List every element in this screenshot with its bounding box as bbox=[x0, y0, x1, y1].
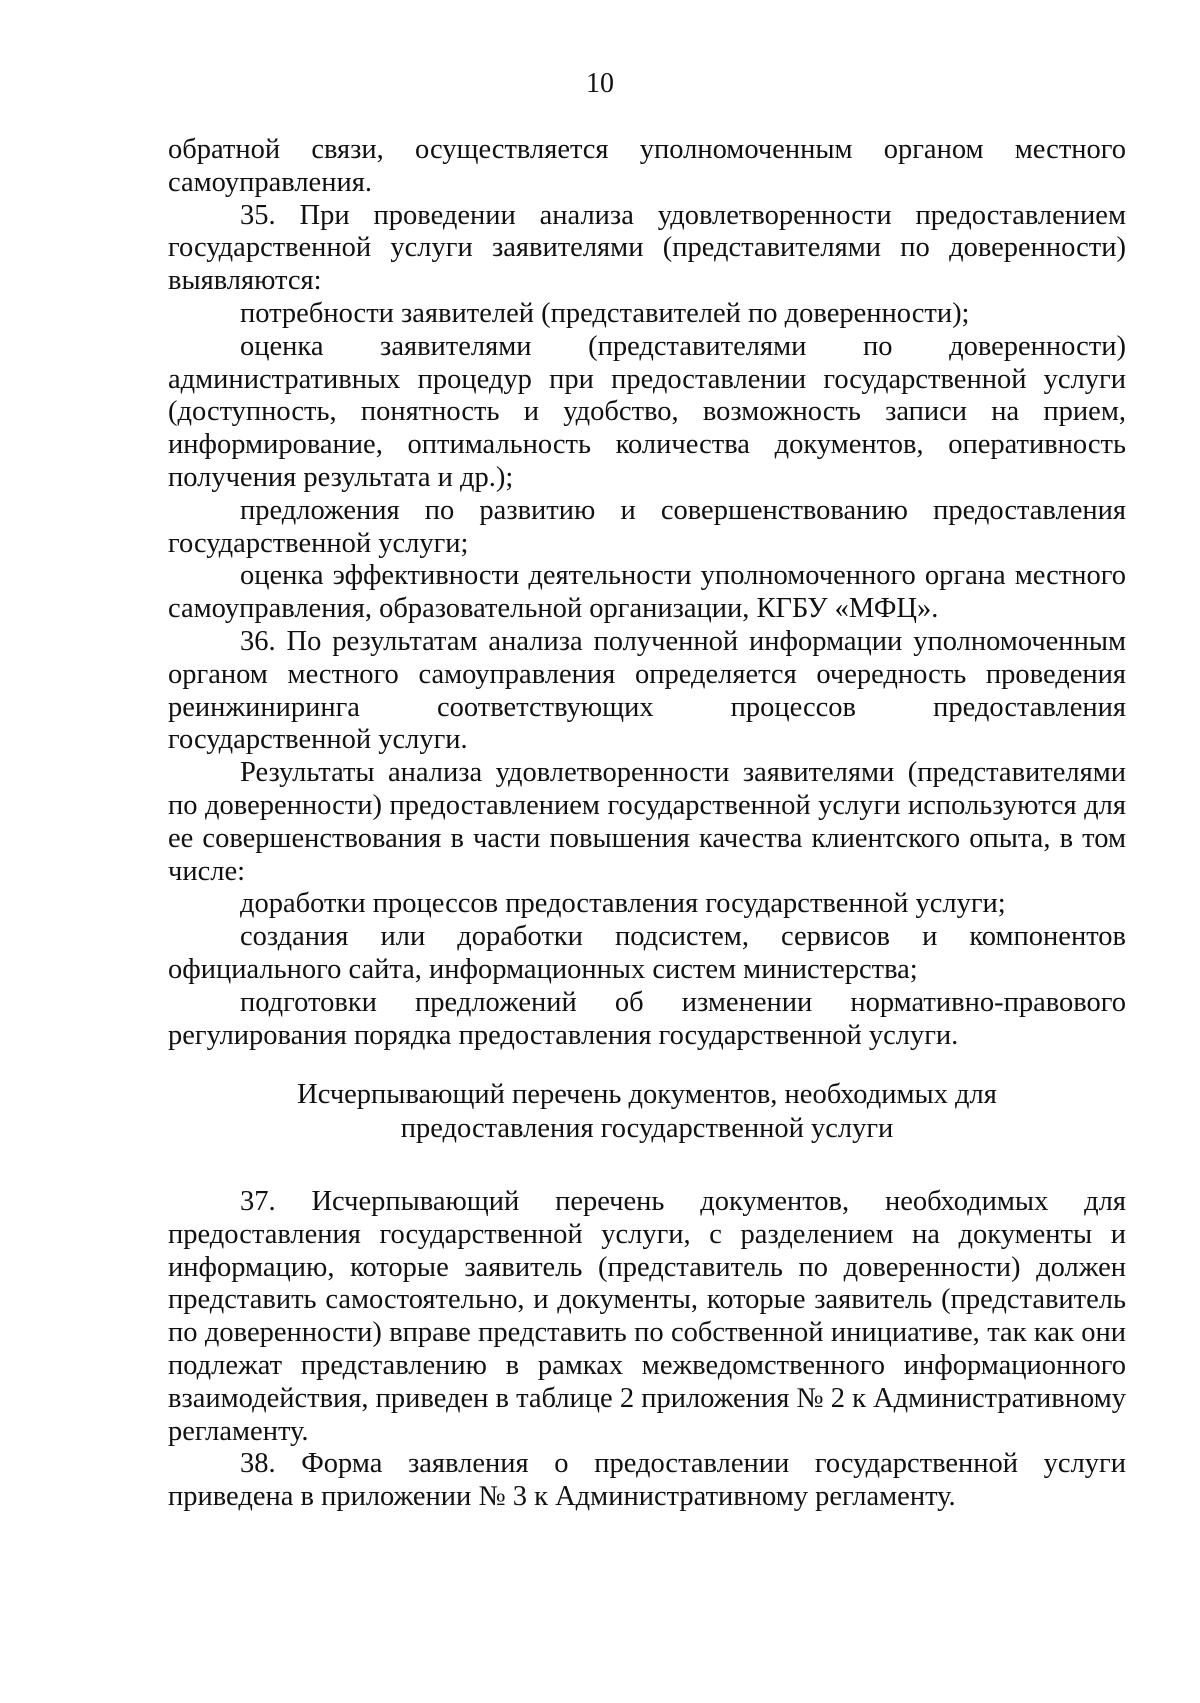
list-item-proposals: предложения по развитию и совершенствованию предоставления государственной услуги; bbox=[168, 494, 1126, 559]
list-item-assessment: оценка заявителями (представителями по доверенности) административных процедур при предоставлении государственной услуги (доступность, понятность и удобство, возможность записи на прием, информирование, оптимальность количества документов, оперативность получения результата и др.); bbox=[168, 330, 1126, 493]
paragraph-continuation: обратной связи, осуществляется уполномоченным органом местного самоуправления. bbox=[168, 134, 1126, 198]
list-item-efficiency: оценка эффективности деятельности уполномоченного органа местного самоуправления, образовательной организации, КГБУ «МФЦ». bbox=[168, 560, 1126, 625]
paragraph-38: 38. Форма заявления о предоставлении государственной услуги приведена в приложении № 3 к Административному регламенту. bbox=[168, 1448, 1126, 1513]
body-text-upper bbox=[168, 134, 1126, 1052]
page-number: 10 bbox=[586, 68, 614, 99]
section-heading-line-1: Исчерпывающий перечень документов, необходимых для bbox=[297, 1079, 997, 1110]
body-text-lower bbox=[168, 1186, 1126, 1514]
list-item-needs: потребности заявителей (представителей по доверенности); bbox=[240, 297, 970, 329]
list-item-processes: доработки процессов предоставления государственной услуги; bbox=[240, 888, 1006, 920]
paragraph-37: 37. Исчерпывающий перечень документов, необходимых для предоставления государственной услуги, с разделением на документы и информацию, которые заявитель (представитель по доверенности) должен представить самостоятельно, и документы, которые заявитель (представитель по доверенности) вправе представить по собственной инициативе, так как они подлежат представлению в рамках межведомственного информационного взаимодействия, приведен в таблице 2 приложения № 2 к Административному регламенту. bbox=[168, 1186, 1126, 1447]
paragraph-35: 35. При проведении анализа удовлетворенности предоставлением государственной услуги заявителями (представителями по доверенности) выявляются: bbox=[168, 199, 1126, 297]
paragraph-results: Результаты анализа удовлетворенности заявителями (представителями по доверенности) предоставлением государственной услуги используются для ее совершенствования в части повышения качества клиентского опыта, в том числе: bbox=[168, 757, 1126, 887]
section-heading-line-2: предоставления государственной услуги bbox=[400, 1113, 894, 1144]
list-item-regulation: подготовки предложений об изменении нормативно-правового регулирования порядка предоставления государственной услуги. bbox=[168, 986, 1126, 1051]
paragraph-36: 36. По результатам анализа полученной информации уполномоченным органом местного самоуправления определяется очередность проведения реинжиниринга соответствующих процессов предоставления государственной услуги. bbox=[168, 625, 1126, 756]
section-heading bbox=[168, 1078, 1126, 1146]
list-item-subsystems: создания или доработки подсистем, сервисов и компонентов официального сайта, информационных систем министерства; bbox=[168, 921, 1126, 985]
